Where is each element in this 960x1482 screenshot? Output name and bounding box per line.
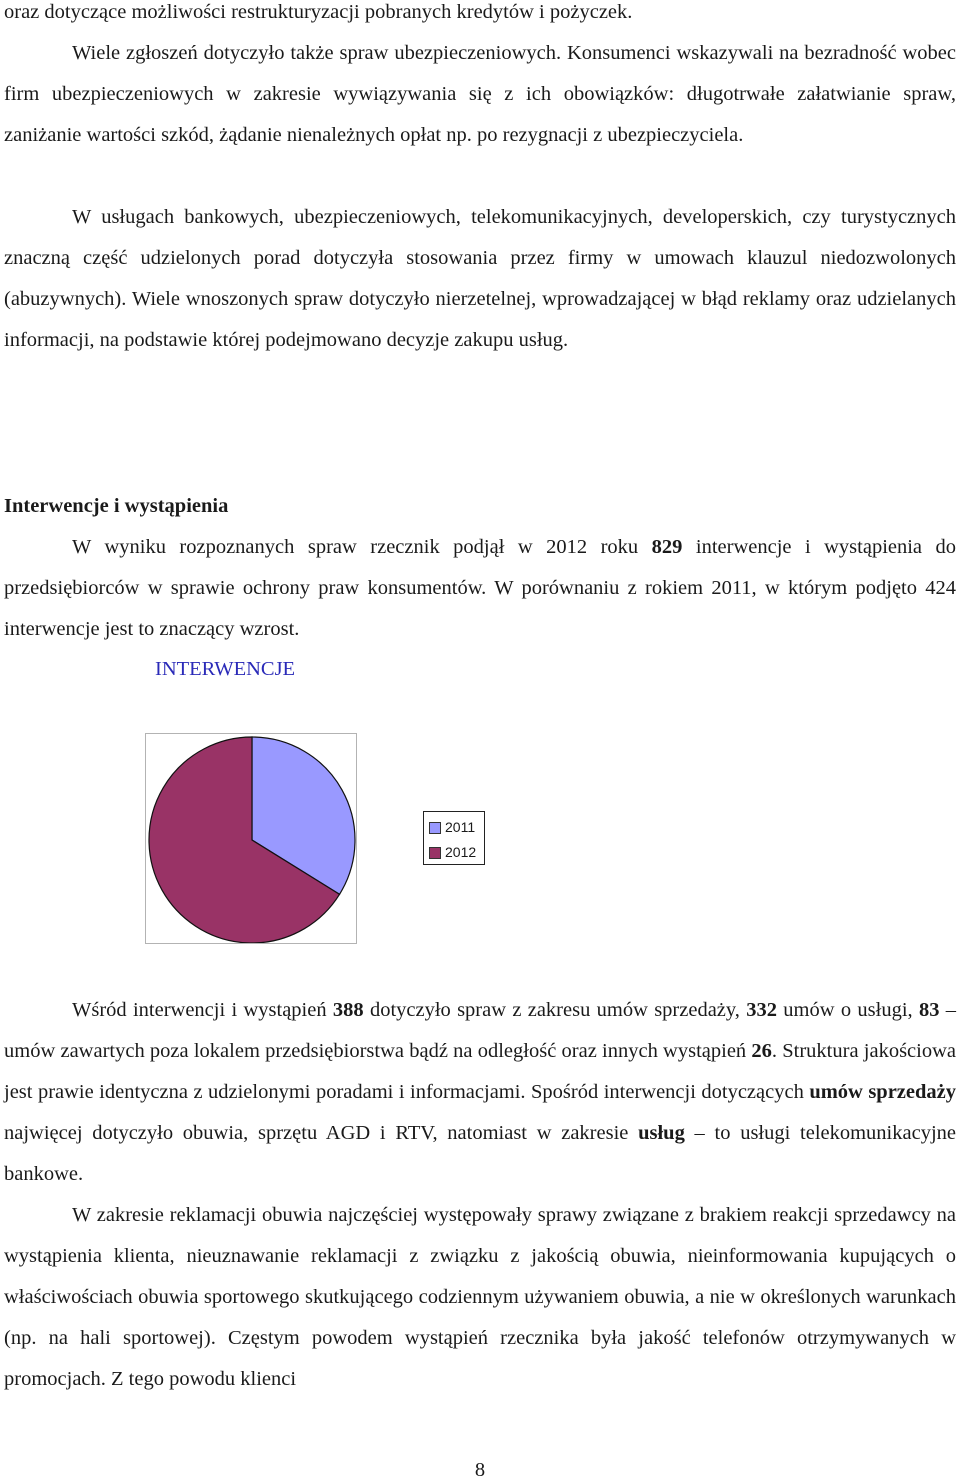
pie-chart	[145, 733, 357, 944]
paragraph-insurance: Wiele zgłoszeń dotyczyło także spraw ubezpieczeniowych. Konsumenci wskazywali na bezradność wobec firm ubezpieczeniowych w zakresie wywiązywania się z ich obowiązków: długotrwałe załatwianie spraw, zaniżanie wartości szkód, żądanie nienależnych opłat np. po rezygnacji z ubezpieczyciela.	[4, 42, 956, 146]
legend-swatch-2011	[429, 822, 441, 834]
paragraph-interventions: W wyniku rozpoznanych spraw rzecznik podjął w 2012 roku 829 interwencje i wystąpienia do przedsiębiorców w sprawie ochrony praw konsumentów. W porównaniu z rokiem 2011, w którym podjęto 424 interwencje jest to znaczący wzrost.	[4, 536, 956, 640]
pie-chart-svg	[146, 734, 356, 943]
section-heading: Interwencje i wystąpienia	[4, 495, 229, 517]
page-number: 8	[474, 1459, 486, 1481]
paragraph-intervention-structure: Wśród interwencji i wystąpień 388 dotyczyło spraw z zakresu umów sprzedaży, 332 umów o usługi, 83 – umów zawartych poza lokalem przedsiębiorstwa bądź na odległość oraz innych wystąpień 26. Struktura jakościowa jest prawie identyczna z udzielonymi poradami i informacjami. Spośród interwencji dotyczących umów sprzedaży najwięcej dotyczyło obuwia, sprzętu AGD i RTV, natomiast w zakresie usług – to usługi telekomunikacyjne bankowe.	[4, 999, 957, 1185]
paragraph-continuation: oraz dotyczące możliwości restrukturyzacji pobranych kredytów i pożyczek.	[4, 1, 633, 23]
chart-title: INTERWENCJE	[155, 658, 296, 680]
paragraph-footwear-complaints: W zakresie reklamacji obuwia najczęściej występowały sprawy związane z brakiem reakcji sprzedawcy na wystąpienia klienta, nieuznawanie reklamacji z związku z jakością obuwia, nieinformowania kupujących o właściwościach obuwia sportowego skutkującego codziennym używaniem obuwia, a nie w określonych warunkach (np. na hali sportowej). Częstym powodem wystąpień rzecznika była jakość telefonów otrzymywanych w promocjach. Z tego powodu klienci	[4, 1204, 956, 1390]
chart-legend	[423, 811, 485, 865]
legend-label-2011: 2011	[445, 819, 476, 835]
legend-label-2012: 2012	[445, 844, 477, 860]
legend-swatch-2012	[429, 847, 441, 859]
paragraph-banking-services: W usługach bankowych, ubezpieczeniowych, telekomunikacyjnych, developerskich, czy turystycznych znaczną część udzielonych porad dotyczyła stosowania przez firmy w umowach klauzul niedozwolonych (abuzywnych). Wiele wnoszonych spraw dotyczyło nierzetelnej, wprowadzającej w błąd reklamy oraz udzielanych informacji, na podstawie której podejmowano decyzje zakupu usług.	[4, 206, 956, 351]
